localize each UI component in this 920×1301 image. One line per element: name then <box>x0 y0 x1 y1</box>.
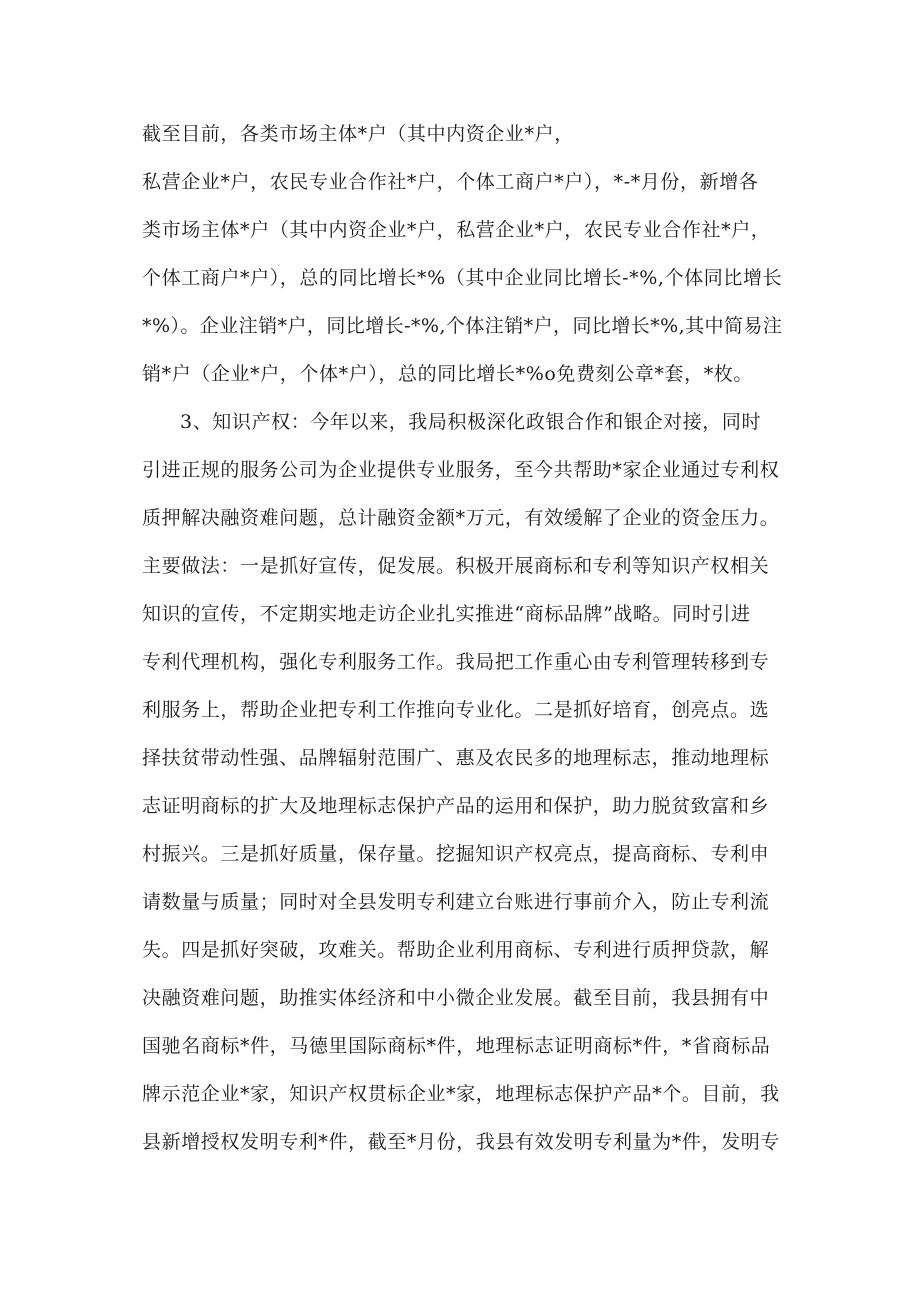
text-line: 质押解决融资难问题，总计融资金额*万元，有效缓解了企业的资金压力。 <box>142 507 780 529</box>
text-line: 个体工商户*户），总的同比增长*%（其中企业同比增长-*%,个体同比增长 <box>142 267 783 289</box>
text-line: *%）。企业注销*户，同比增长-*%,个体注销*户，同比增长*%,其中简易注 <box>142 315 783 337</box>
text-line: 销*户（企业*户，个体*户），总的同比增长*%o免费刻公章*套，*枚。 <box>142 363 753 385</box>
text-line: 私营企业*户，农民专业合作社*户，个体工商户*户），*-*月份，新增各 <box>142 171 759 193</box>
text-line: 志证明商标的扩大及地理标志保护产品的运用和保护，助力脱贫致富和乡 <box>142 795 770 817</box>
paragraph-start-line: 3、知识产权：今年以来，我局积极深化政银合作和银企对接，同时 <box>180 411 762 433</box>
text-line: 专利代理机构，强化专利服务工作。我局把工作重心由专利管理转移到专 <box>142 651 770 673</box>
text-line: 利服务上，帮助企业把专利工作推向专业化。二是抓好培育，创亮点。选 <box>142 699 770 721</box>
text-line: 国驰名商标*件，马德里国际商标*件，地理标志证明商标*件，*省商标品 <box>142 1035 771 1057</box>
text-line: 引进正规的服务公司为企业提供专业服务，至今共帮助*家企业通过专利权 <box>142 459 780 481</box>
text-line: 主要做法：一是抓好宣传，促发展。积极开展商标和专利等知识产权相关 <box>142 555 770 577</box>
text-line: 决融资难问题，助推实体经济和中小微企业发展。截至目前，我县拥有中 <box>142 987 770 1009</box>
text-line: 知识的宣传，不定期实地走访企业扎实推进“商标品牌”战略。同时引进 <box>142 603 751 625</box>
text-line: 截至目前，各类市场主体*户（其中内资企业*户， <box>142 123 574 145</box>
text-line: 类市场主体*户（其中内资企业*户，私营企业*户，农民专业合作社*户， <box>142 219 771 241</box>
text-line: 择扶贫带动性强、品牌辐射范围广、惠及农民多的地理标志，推动地理标 <box>142 747 770 769</box>
text-line: 村振兴。三是抓好质量，保存量。挖掘知识产权亮点，提高商标、专利申 <box>142 843 770 865</box>
text-line: 请数量与质量；同时对全县发明专利建立台账进行事前介入，防止专利流 <box>142 891 770 913</box>
text-line: 失。四是抓好突破，攻难关。帮助企业利用商标、专利进行质押贷款，解 <box>142 939 770 961</box>
text-line: 牌示范企业*家，知识产权贯标企业*家，地理标志保护产品*个。目前，我 <box>142 1083 780 1105</box>
text-line: 县新增授权发明专利*件，截至*月份，我县有效发明专利量为*件，发明专 <box>142 1131 780 1153</box>
